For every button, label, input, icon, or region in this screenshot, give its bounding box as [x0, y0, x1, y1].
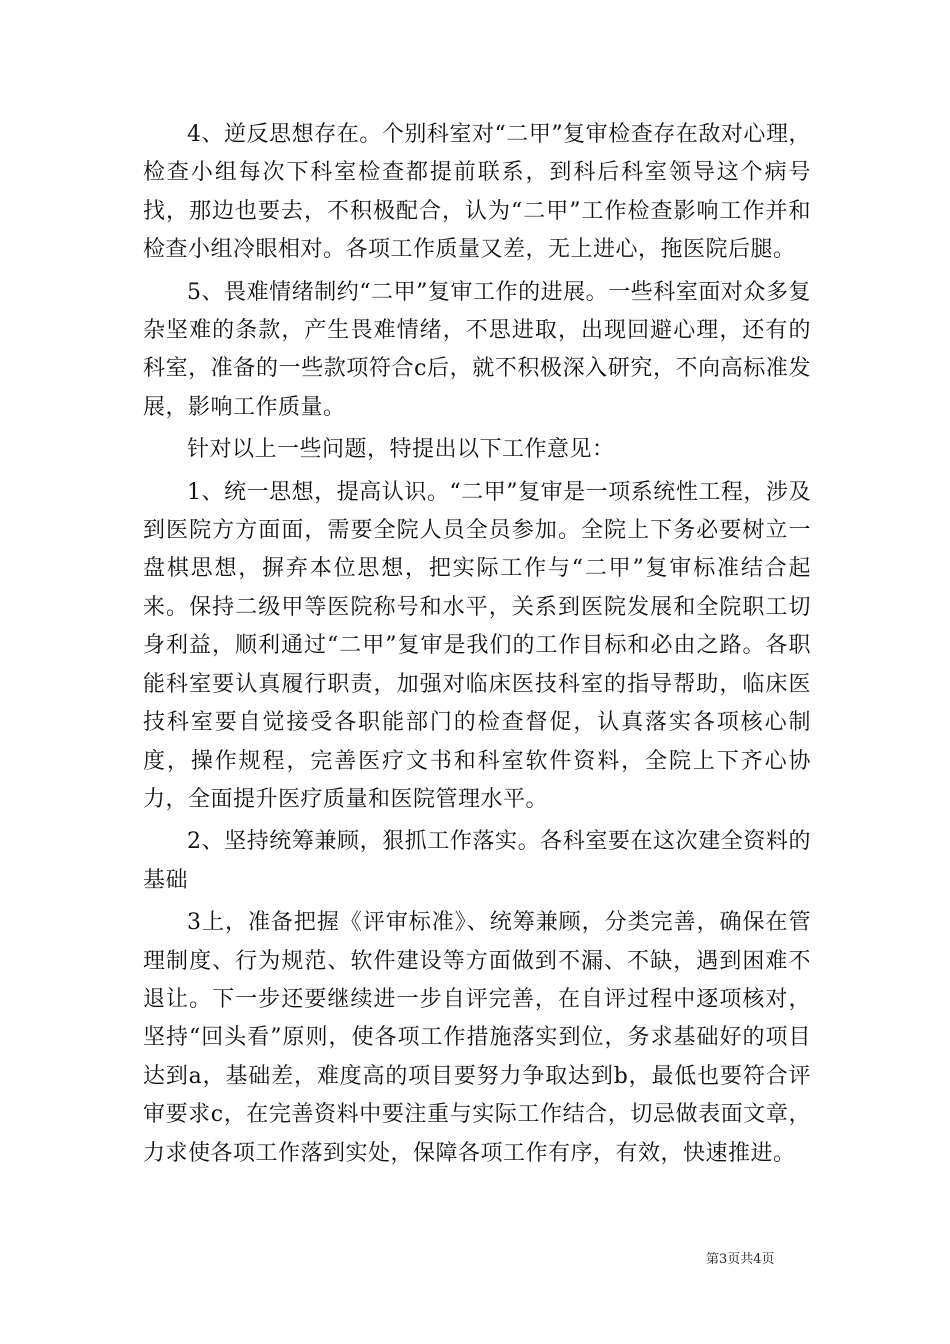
document-page [143, 116, 811, 1177]
paragraph-2-coordination: 2、坚持统筹兼顾，狠抓工作落实。各科室要在这次建全资料的基础 [143, 829, 811, 893]
page-number-footer: 第3页共4页 [706, 1252, 775, 1267]
paragraph-3-standards: 3上，准备把握《评审标准》、统筹兼顾，分类完善，确保在管理制度、行为规范、软件建设等方面做到不漏、不缺，遇到困难不退让。下一步还要继续进一步自评完善，在自评过程中逐项核对，坚持“回头看”原则，使各项工作措施落实到位，务求基础好的项目达到a，基础差，难度高的项目要努力争取达到b，最低也要符合评审要求c，在完善资料中要注重与实际工作结合，切忌做表面文章，力求使各项工作落到实处，保障各项工作有序，有效，快速推进。 [143, 910, 811, 1166]
paragraph-1-unify-thinking: 1、统一思想，提高认识。“二甲”复审是一项系统性工程，涉及到医院方方面面，需要全院人员全员参加。全院上下务必要树立一盘棋思想，摒弃本位思想，把实际工作与“二甲”复审标准结合起来。保持二级甲等医院称号和水平，关系到医院发展和全院职工切身利益，顺利通过“二甲”复审是我们的工作目标和必由之路。各职能科室要认真履行职责，加强对临床医技科室的指导帮助，临床医技科室要自觉接受各职能部门的检查督促，认真落实各项核心制度，操作规程，完善医疗文书和科室软件资料，全院上下齐心协力，全面提升医疗质量和医院管理水平。 [143, 479, 811, 812]
paragraph-4-rebellious-thinking: 4、逆反思想存在。个别科室对“二甲”复审检查存在敌对心理，检查小组每次下科室检查都提前联系，到科后科室领导这个病号找，那边也要去，不积极配合，认为“二甲”工作检查影响工作并和检查小组冷眼相对。各项工作质量又差，无上进心，拖医院后腿。 [143, 122, 811, 263]
paragraph-5-fear-of-difficulty: 5、畏难情绪制约“二甲”复审工作的进展。一些科室面对众多复杂坚难的条款，产生畏难情绪，不思进取，出现回避心理，还有的科室，准备的一些款项符合c后，就不积极深入研究，不向高标准发展，影响工作质量。 [143, 279, 811, 420]
paragraph-opinions-intro: 针对以上一些问题，特提出以下工作意见： [187, 437, 615, 463]
